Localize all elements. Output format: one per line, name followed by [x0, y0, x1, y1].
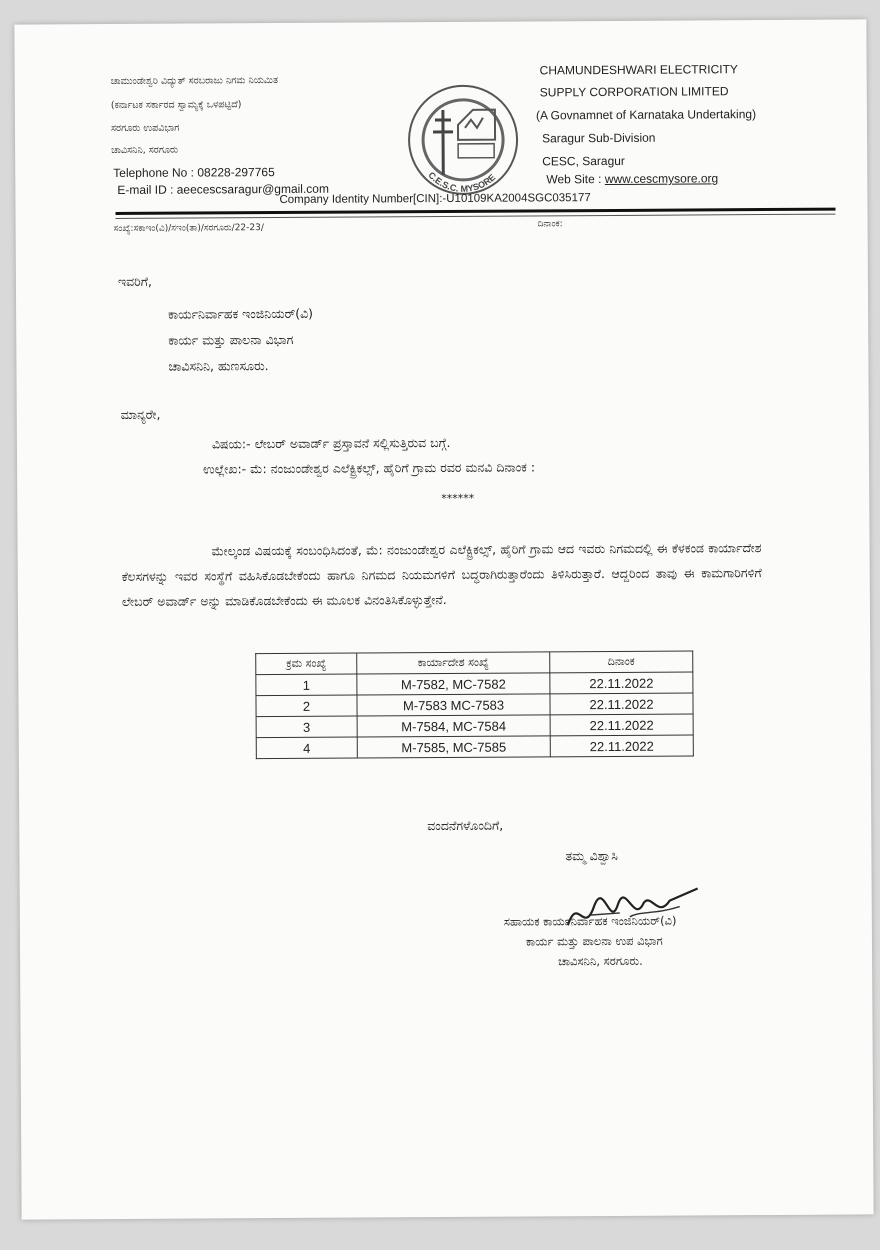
header-rule-thin — [116, 214, 836, 219]
org-status-kannada: (ಕರ್ನಾಟಕ ಸರ್ಕಾರದ ಸ್ವಾಮ್ಯಕ್ಕೆ ಒಳಪಟ್ಟಿದೆ) — [110, 99, 242, 112]
subject: ವಿಷಯ:- ಲೇಬರ್ ಅವಾರ್ಡ್ ಪ್ರಸ್ತಾವನೆ ಸಲ್ಲಿಸುತ್ತಿರುವ ಬಗ್ಗೆ. — [211, 434, 451, 452]
date-cell: 22.11.2022 — [550, 693, 693, 715]
reference: ಉಲ್ಲೇಖ:- ಮೆ: ನಂಜುಂಡೇಶ್ವರ ಎಲೆಕ್ಟ್ರಿಕಲ್ಸ್, ಹೈರಿಗೆ ಗ್ರಾಮ ರವರ ಮನವಿ ದಿನಾಂಕ : — [203, 459, 536, 477]
cesc-logo — [403, 80, 524, 201]
table-row — [256, 714, 693, 738]
address-line-3: ಚಾವಿಸನಿನಿ, ಹುಣಸೂರು. — [168, 358, 269, 374]
serial-cell: 2 — [256, 695, 357, 717]
website-link[interactable]: www.cescmysore.org — [604, 171, 719, 187]
org-status: (A Govnamnet of Karnataka Undertaking) — [535, 107, 757, 123]
header-work-order: ಕಾರ್ಯಾದೇಶ ಸಂಖ್ಯೆ — [357, 652, 550, 674]
org-name-line2: SUPPLY CORPORATION LIMITED — [539, 84, 729, 100]
to-label: ಇವರಿಗೆ, — [117, 273, 152, 289]
company-cin: Company Identity Number[CIN]:-U10109KA2004SGC035177 — [279, 192, 591, 206]
date-cell: 22.11.2022 — [550, 672, 693, 694]
telephone: Telephone No : 08228-297765 — [113, 165, 275, 181]
date-label: ದಿನಾಂಕ: — [537, 219, 563, 230]
work-order-table — [255, 650, 694, 759]
work-order-cell: M-7582, MC-7582 — [357, 673, 550, 695]
office-kannada: ಚಾವಿಸನಿನಿ, ಸರಗೂರು — [111, 144, 179, 157]
reference-number: ಸಂಖ್ಯೆ:ಸಕಾಇಂ(ವಿ)/ಸಇಂ(ತಾ)/ಸರಗೂರು/22-23/ — [113, 223, 264, 235]
email: E-mail ID : aeecescsaragur@gmail.com — [117, 181, 330, 197]
work-order-cell: M-7584, MC-7584 — [357, 715, 550, 737]
closing: ವಂದನೆಗಳೊಂದಿಗೆ, — [427, 817, 504, 834]
date-cell: 22.11.2022 — [550, 714, 693, 736]
table-row — [256, 693, 693, 717]
office-name: CESC, Saragur — [542, 153, 625, 169]
work-order-cell: M-7585, MC-7585 — [357, 736, 550, 758]
work-order-cell: M-7583 MC-7583 — [357, 694, 550, 716]
address-line-1: ಕಾರ್ಯನಿರ್ವಾಹಕ ಇಂಜಿನಿಯರ್(ವಿ) — [168, 305, 314, 322]
subdivision-name: Saragur Sub-Division — [542, 130, 656, 146]
body-paragraph: ಮೇಲ್ಕಂಡ ವಿಷಯಕ್ಕೆ ಸಂಬಂಧಿಸಿದಂತೆ, ಮೆ: ನಂಜುಂಡೇಶ್ವರ ಎಲೆಕ್ಟ್ರಿಕಲ್ಸ್, ಹೈರಿಗೆ ಗ್ರಾಮ ಆದ ಇವರು ನಿಗಮದಲ್ಲಿ ಈ ಕೆಳಕಂಡ ಕಾರ್ಯಾದೇಶ ಕೆಲಸಗಳನ್ನು ಇವರ ಸಂಸ್ಥೆಗೆ ವಹಿಸಿಕೊಡಬೇಕೆಂದು ಹಾಗೂ ನಿಗಮದ ನಿಯಮಗಳಿಗೆ ಬದ್ಧರಾಗಿರುತ್ತಾರೆಂದು ತಿಳಿಸಿರುತ್ತಾರೆ. ಆದ್ದರಿಂದ ತಾವು ಈ ಕಾಮಗಾರಿಗಳಿಗೆ ಲೇಬರ್ ಅವಾರ್ಡ್ ಅನ್ನು ಮಾಡಿಕೊಡಬೇಕೆಂದು ಈ ಮೂಲಕ ವಿನಂತಿಸಿಕೊಳ್ಳುತ್ತೇನೆ. — [121, 540, 762, 609]
header-date: ದಿನಾಂಕ — [550, 651, 693, 673]
signatory-office: ಕಾರ್ಯ ಮತ್ತು ಪಾಲನಾ ಉಪ ವಿಭಾಗ — [525, 933, 663, 949]
date-cell: 22.11.2022 — [550, 735, 693, 757]
separator: ****** — [441, 491, 475, 506]
address-line-2: ಕಾರ್ಯ ಮತ್ತು ಪಾಲನಾ ವಿಭಾಗ — [168, 331, 294, 348]
salutation: ಮಾನ್ಯರೇ, — [120, 406, 161, 422]
serial-cell: 1 — [256, 674, 357, 696]
website-label: Web Site : — [546, 172, 605, 187]
serial-cell: 3 — [256, 716, 357, 738]
table-row — [256, 735, 693, 759]
subdivision-kannada: ಸರಗೂರು ಉಪವಿಭಾಗ — [110, 122, 180, 135]
signatory-location: ಚಾವಿಸನಿನಿ, ಸರಗೂರು. — [558, 953, 643, 969]
serial-cell: 4 — [256, 737, 357, 759]
table-header-row — [256, 651, 693, 675]
logo-text: C.E.S.C. MYSORE — [426, 169, 498, 194]
yours-faithfully: ತಮ್ಮ ವಿಶ್ವಾಸಿ — [565, 847, 618, 864]
header-serial: ಕ್ರಮ ಸಂಖ್ಯೆ — [256, 653, 357, 675]
org-name-kannada: ಚಾಮುಂಡೇಶ್ವರಿ ವಿದ್ಯುತ್ ಸರಬರಾಜು ನಿಗಮ ನಿಯಮಿತ — [110, 75, 279, 88]
table-row — [256, 672, 693, 696]
org-name-line1: CHAMUNDESHWARI ELECTRICITY — [539, 62, 738, 78]
letter-page — [14, 19, 873, 1219]
website-line — [546, 171, 718, 186]
signatory-designation: ಸಹಾಯಕ ಕಾರ್ಯನಿರ್ವಾಹಕ ಇಂಜಿನಿಯರ್(ವಿ) — [503, 913, 677, 929]
